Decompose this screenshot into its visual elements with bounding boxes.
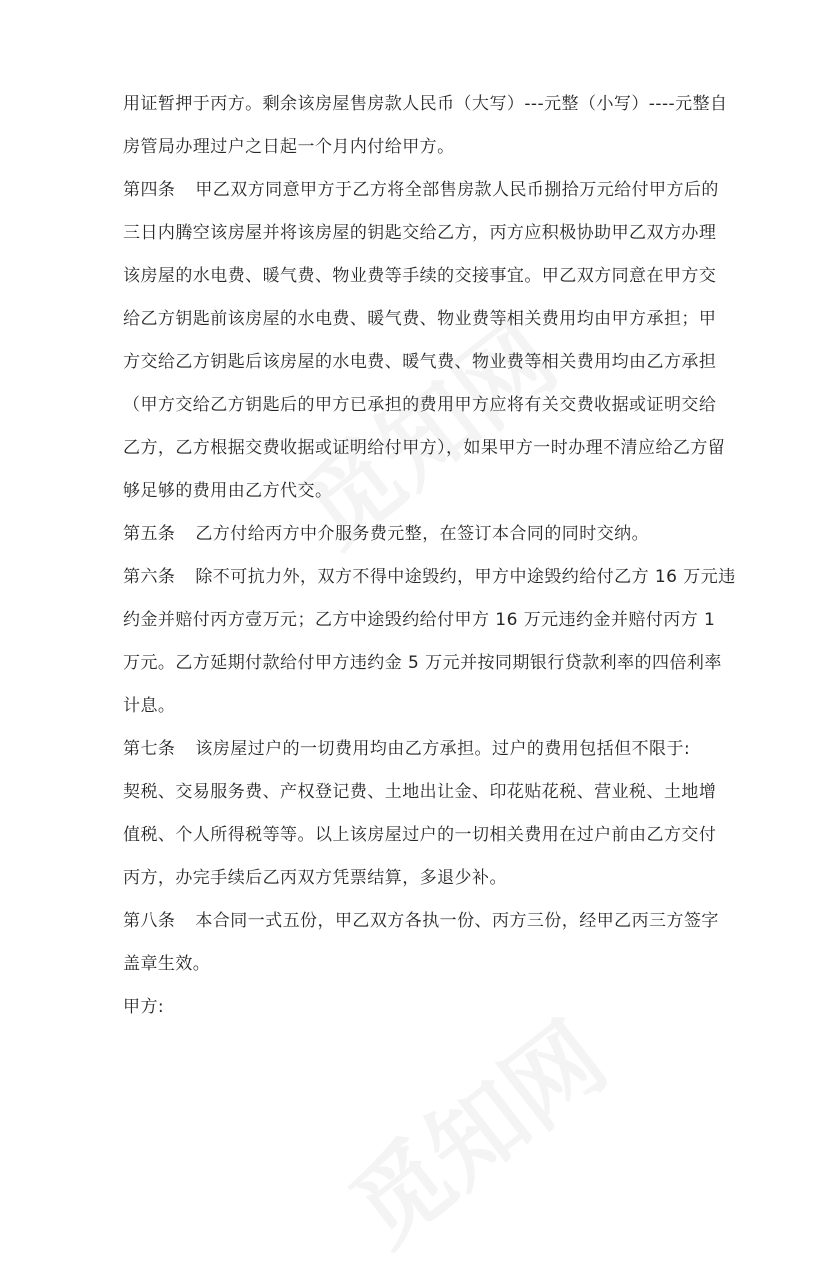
article-text: 除不可抗力外，双方不得中途毁约，甲方中途毁约给付乙方 16 万元违 <box>195 567 736 587</box>
article-number: 第七条 <box>123 739 176 759</box>
text-line: 给乙方钥匙前该房屋的水电费、暖气费、物业费等相关费用均由甲方承担；甲 <box>123 309 717 329</box>
article-text: 乙方付给丙方中介服务费元整，在签订本合同的同时交纳。 <box>195 524 650 544</box>
text-line <box>123 728 709 771</box>
text-line: 盖章生效。 <box>123 954 211 974</box>
signature-label: 甲方: <box>123 997 165 1017</box>
text-line: 万元。乙方延期付款给付甲方违约金 5 万元并按同期银行贷款利率的四倍利率 <box>123 653 722 673</box>
contract-body <box>123 83 736 1029</box>
article-4 <box>123 169 726 513</box>
article-8 <box>123 900 719 986</box>
text-line: 契税、交易服务费、产权登记费、土地出让金、印花贴花税、营业税、土地增 <box>123 782 717 802</box>
text-line: 房管局办理过户之日起一个月内付给甲方。 <box>123 137 455 157</box>
article-number: 第五条 <box>123 524 176 544</box>
text-line <box>123 900 719 943</box>
text-line <box>123 169 719 212</box>
text-line: 计息。 <box>123 696 176 716</box>
article-6 <box>123 556 736 728</box>
text-line: （甲方交给乙方钥匙后的甲方已承担的费用甲方应将有关交费收据或证明交给 <box>123 395 717 415</box>
text-line: 该房屋的水电费、暖气费、物业费等手续的交接事宜。甲乙双方同意在甲方交 <box>123 266 717 286</box>
paragraph-continuation <box>123 83 728 169</box>
text-line <box>123 513 709 556</box>
text-line: 乙方，乙方根据交费收据或证明给付甲方），如果甲方一时办理不清应给乙方留 <box>123 438 726 458</box>
text-line: 丙方，办完手续后乙丙双方凭票结算，多退少补。 <box>123 868 507 888</box>
text-line <box>123 556 736 599</box>
article-5 <box>123 513 709 556</box>
text-line: 用证暂押于丙方。剩余该房屋售房款人民币（大写）---元整（小写）----元整自 <box>123 94 728 114</box>
text-line: 方交给乙方钥匙后该房屋的水电费、暖气费、物业费等相关费用均由乙方承担 <box>123 352 717 372</box>
article-text: 该房屋过户的一切费用均由乙方承担。过户的费用包括但不限于: <box>195 739 691 759</box>
article-7 <box>123 728 717 900</box>
signature-party-a <box>123 986 709 1029</box>
article-number: 第八条 <box>123 911 176 931</box>
text-line: 值税、个人所得税等等。以上该房屋过户的一切相关费用在过户前由乙方交付 <box>123 825 717 845</box>
article-number: 第六条 <box>123 567 176 587</box>
article-text: 甲乙双方同意甲方于乙方将全部售房款人民币捌拾万元给付甲方后的 <box>195 180 719 200</box>
article-number: 第四条 <box>123 180 176 200</box>
text-line: 约金并赔付丙方壹万元；乙方中途毁约给付甲方 16 万元违约金并赔付丙方 1 <box>123 610 716 630</box>
text-line: 三日内腾空该房屋并将该房屋的钥匙交给乙方，丙方应积极协助甲乙双方办理 <box>123 223 717 243</box>
text-line: 够足够的费用由乙方代交。 <box>123 481 333 501</box>
article-text: 本合同一式五份，甲乙双方各执一份、丙方三份，经甲乙丙三方签字 <box>195 911 719 931</box>
